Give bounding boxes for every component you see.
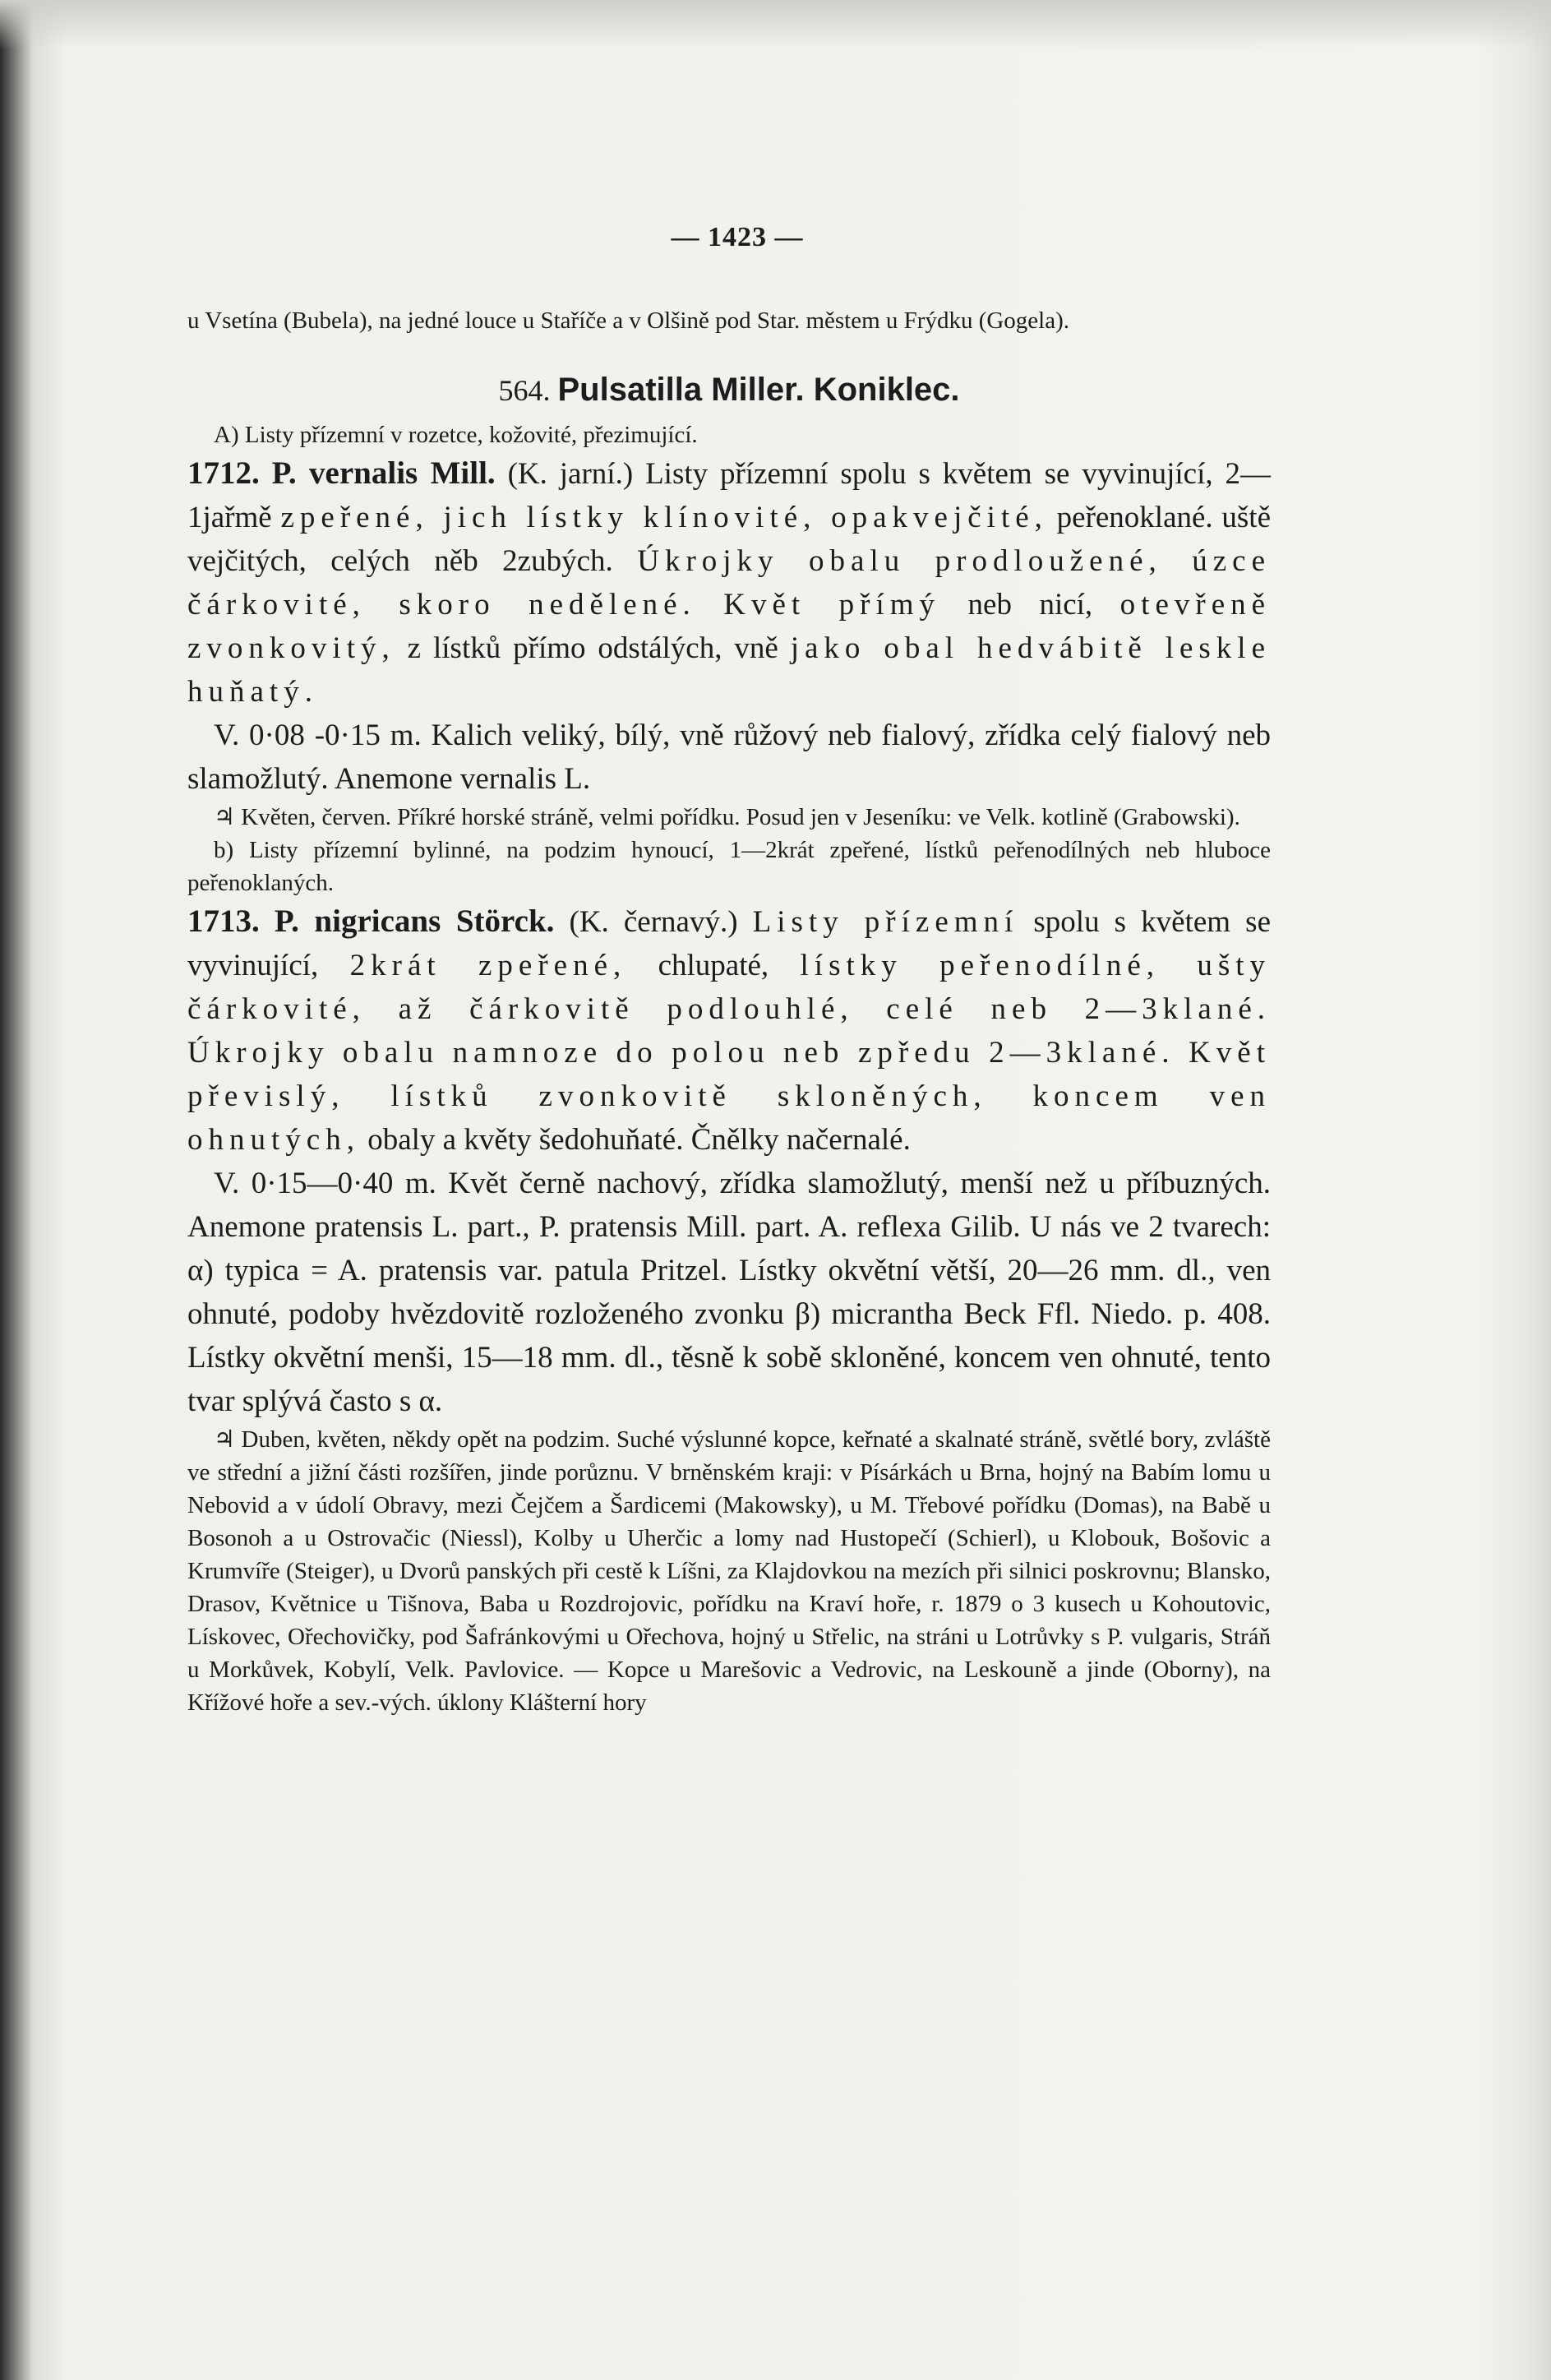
species-1713-name: P. nigricans Störck. — [274, 903, 555, 939]
section-b-key: b) Listy přízemní bylinné, na podzim hynoucí, 1—2krát zpeřené, lístků peřenodílných neb hluboce peřenoklaných. — [187, 837, 1271, 896]
species-1712-number: 1712. — [187, 455, 260, 491]
species-1712-desc-8: z lístků přímo odstálých, vně — [407, 631, 778, 665]
species-1713-habitat: ♃ Duben, květen, někdy opět na podzim. Suché výslunné kopce, keřnaté a skalnaté stráně, světlé bory, zvláště ve střední a jižní části rozšířen, jinde porůznu. V brněnském kraji: v Písárkách u Brna, hojný na Babím lomu u Nebovid a v údolí Obravy, mezi Čejčem a Šardicemi (Makowsky), u M. Třebové pořídku (Domas), na Babě u Bosonoh a u Ostrovačic (Niessl), Kolby u Uherčic a lomy nad Hustopečí (Schierl), u Klobouk, Bošovic a Krumvíře (Steiger), u Dvorů panských při cestě k Líšni, za Klajdovkou na mezích při silnici poskrovnu; Blansko, Drasov, Květnice u Tišnova, Baba u Rozdrojovic, pořídku na Kraví hoře, r. 1879 o 3 kusech u Kohoutovic, Lískovec, Ořechovičky, pod Šafránkovými u Ořechova, hojný u Střelic, na stráni u Lotrůvky s P. vulgaris, Stráň u Morkůvek, Kobylí, Velk. Pavlovice. — Kopce u Marešovic a Vedrovic, na Leskouně a jinde (Oborny), na Křížové hoře a sev.-vých. úklony Klášterní hory — [187, 1426, 1271, 1716]
page-content — [187, 222, 1271, 1719]
species-1712-desc-2: zpeřené, jich lístky klínovité, opakvejčité, — [280, 501, 1048, 534]
species-1713-desc-3: 2krát zpeřené, — [349, 949, 627, 982]
page-edge-shadow — [0, 0, 1551, 49]
species-1713-common-name: (K. černavý.) — [569, 905, 738, 939]
species-1713-desc-2: spolu s květem se vyvinující, — [187, 905, 1271, 982]
intro-paragraph: u Vsetína (Bubela), na jedné louce u Staříče a v Olšině pod Star. městem u Frýdku (Gogela). — [187, 307, 1069, 334]
genus-name: Pulsatilla Miller. Koniklec. — [557, 372, 960, 408]
page-number: — 1423 — — [671, 222, 804, 252]
section-a-key: A) Listy přízemní v rozetce, kožovité, přezimující. — [214, 422, 698, 448]
species-1713-description — [187, 899, 1271, 1162]
species-1713-desc-5: lístky peřenodílné, ušty čárkovité, až čárkovitě podlouhlé, celé neb 2—3klané. Úkrojky obalu namnoze do polou neb zpředu 2—3klané. Květ převislý, lístků zvonkovitě skloněných, koncem ven ohnutých, — [187, 949, 1272, 1157]
genus-heading — [187, 372, 1271, 409]
species-1712-description — [187, 451, 1271, 714]
species-1712-habitat: ♃ Květen, červen. Příkré horské stráně, velmi pořídku. Posud jen v Jeseníku: ve Velk. kotlině (Grabowski). — [214, 804, 1240, 830]
genus-number: 564. — [498, 374, 551, 407]
species-1712-common-name: (K. jarní.) — [507, 457, 634, 491]
species-1713-desc-4: chlupaté, — [658, 949, 769, 982]
species-1713-desc-1: Listy přízemní — [752, 905, 1019, 939]
species-1712-name: P. vernalis Mill. — [271, 455, 496, 491]
species-1712-desc-4: Úkrojky obalu prodloužené, úzce čárkovité, skoro nedělené. — [187, 544, 1271, 622]
species-1713-desc-6: obaly a květy šedohuňaté. Čnělky načernalé. — [367, 1123, 911, 1157]
species-1712-desc-5: Květ přímý — [723, 588, 941, 622]
species-1712-size-notes: V. 0·08 -0·15 m. Kalich veliký, bílý, vně růžový neb fialový, zřídka celý fialový neb slamožlutý. Anemone vernalis L. — [187, 719, 1271, 796]
species-1713-size-notes: V. 0·15—0·40 m. Květ černě nachový, zřídka slamožlutý, menší než u příbuzných. Anemone pratensis L. part., P. pratensis Mill. part. A. reflexa Gilib. U nás ve 2 tvarech: α) typica = A. pratensis var. patula Pritzel. Lístky okvětní větší, 20—26 mm. dl., ven ohnuté, podoby hvězdovitě rozloženého zvonku β) micrantha Beck Ffl. Niedo. p. 408. Lístky okvětní menši, 15—18 mm. dl., těsně k sobě skloněné, koncem ven ohnuté, tento tvar splývá často s α. — [187, 1167, 1271, 1418]
species-1712-desc-3: peřenoklané. uště vejčitých, celých něb 2zubých. — [187, 501, 1272, 578]
species-1712-desc-1: Listy přízemní spolu s květem se vyvinující, 2—1jařmě — [187, 457, 1272, 534]
species-1712-desc-9: jako obal hedvábitě leskle huňatý. — [187, 631, 1271, 709]
species-1713-number: 1713. — [187, 903, 260, 939]
species-1712-desc-7: otevřeně zvonkovitý, — [187, 588, 1272, 665]
species-1712-desc-6: neb nicí, — [967, 588, 1093, 622]
